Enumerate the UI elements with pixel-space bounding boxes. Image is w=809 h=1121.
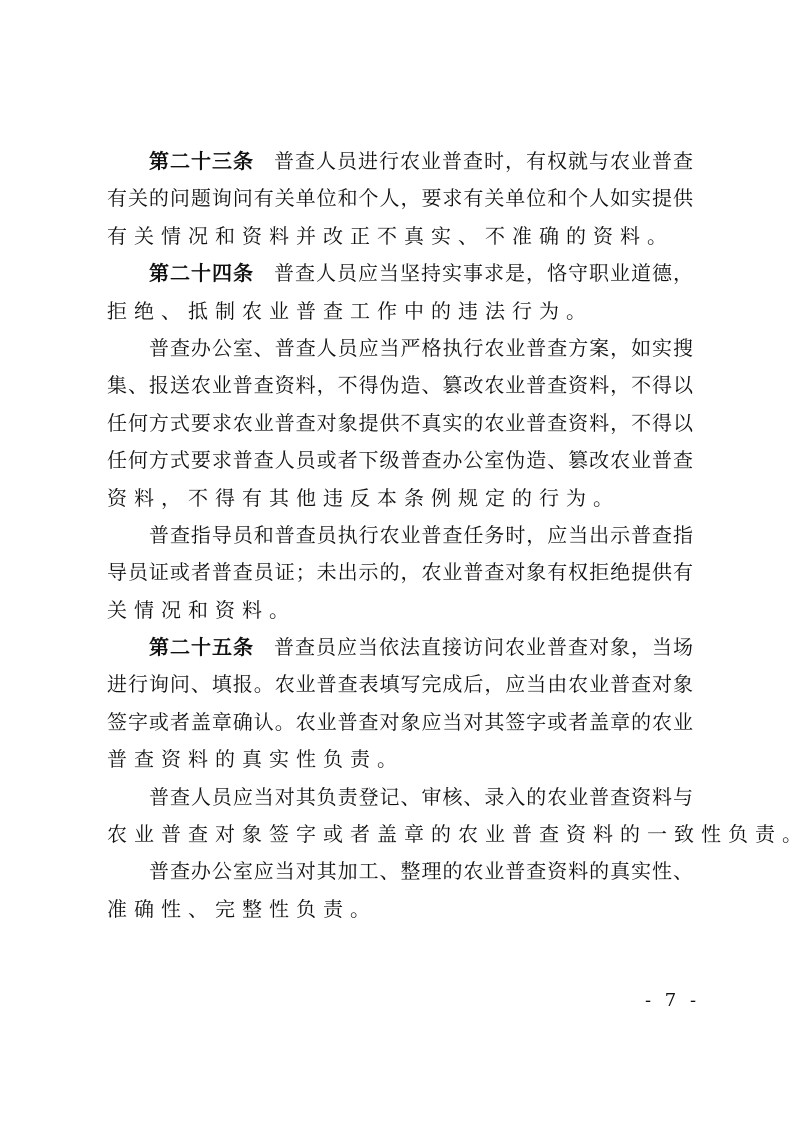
paragraph xyxy=(107,330,693,517)
line-text: 集、报送农业普查资料，不得伪造、篡改农业普查资料，不得以 xyxy=(107,373,693,398)
line-text: 资料，不得有其他违反本条例规定的行为。 xyxy=(107,485,620,510)
article-heading: 第二十三条 xyxy=(149,149,254,173)
text-line xyxy=(107,816,809,853)
line-text: 准确性、完整性负责。 xyxy=(107,896,377,921)
article-paragraph xyxy=(107,143,693,255)
line-text: 签字或者盖章确认。农业普查对象应当对其签字或者盖章的农业 xyxy=(107,709,693,734)
line-text: 普查员应当依法直接访问农业普查对象，当场 xyxy=(274,635,693,660)
text-line xyxy=(107,255,693,292)
line-text: 普查人员进行农业普查时，有权就与农业普查 xyxy=(274,149,693,173)
line-text: 有关情况和资料并改正不真实、不准确的资料。 xyxy=(107,223,674,248)
paragraph xyxy=(107,779,809,854)
text-line xyxy=(107,293,693,330)
line-text: 普查办公室应当对其加工、整理的农业普查资料的真实性、 xyxy=(149,859,693,884)
line-text: 普查指导员和普查员执行农业普查任务时，应当出示普查指 xyxy=(149,522,693,547)
document-body xyxy=(107,143,809,928)
line-text: 有关的问题询问有关单位和个人，要求有关单位和个人如实提供 xyxy=(107,186,693,211)
text-line xyxy=(107,554,693,591)
line-text: 任何方式要求农业普查对象提供不真实的农业普查资料，不得以 xyxy=(107,410,693,435)
text-line xyxy=(107,741,693,778)
text-line xyxy=(107,853,693,890)
text-line xyxy=(107,218,693,255)
line-text: 普查办公室、普查人员应当严格执行农业普查方案，如实搜 xyxy=(149,335,693,360)
article-heading: 第二十四条 xyxy=(149,261,254,286)
paragraph xyxy=(107,517,693,629)
text-line xyxy=(107,405,693,442)
line-text: 普查人员应当对其负责登记、审核、录入的农业普查资料与 xyxy=(149,784,693,809)
line-text: 关情况和资料。 xyxy=(107,597,296,622)
text-line xyxy=(107,143,693,180)
article-paragraph xyxy=(107,629,693,779)
line-text: 普查人员应当坚持实事求是，恪守职业道德， xyxy=(274,261,693,286)
text-line xyxy=(107,330,693,367)
line-text: 导员证或者普查员证；未出示的，农业普查对象有权拒绝提供有 xyxy=(107,560,693,585)
text-line xyxy=(107,704,693,741)
text-line xyxy=(107,666,693,703)
text-line xyxy=(107,517,693,554)
line-text: 农业普查对象签字或者盖章的农业普查资料的一致性负责。 xyxy=(107,822,809,847)
text-line xyxy=(107,442,693,479)
page-number: - 7 - xyxy=(645,990,701,1011)
line-text: 拒绝、抵制农业普查工作中的违法行为。 xyxy=(107,298,593,323)
article-paragraph xyxy=(107,255,693,330)
text-line xyxy=(107,592,693,629)
line-text: 任何方式要求普查人员或者下级普查办公室伪造、篡改农业普查 xyxy=(107,448,693,473)
text-line xyxy=(107,629,693,666)
article-heading: 第二十五条 xyxy=(149,635,254,660)
paragraph xyxy=(107,853,693,928)
line-text: 进行询问、填报。农业普查表填写完成后，应当由农业普查对象 xyxy=(107,672,693,697)
text-line xyxy=(107,779,693,816)
text-line xyxy=(107,180,693,217)
text-line xyxy=(107,891,693,928)
text-line xyxy=(107,367,693,404)
line-text: 普查资料的真实性负责。 xyxy=(107,747,404,772)
text-line xyxy=(107,480,693,517)
